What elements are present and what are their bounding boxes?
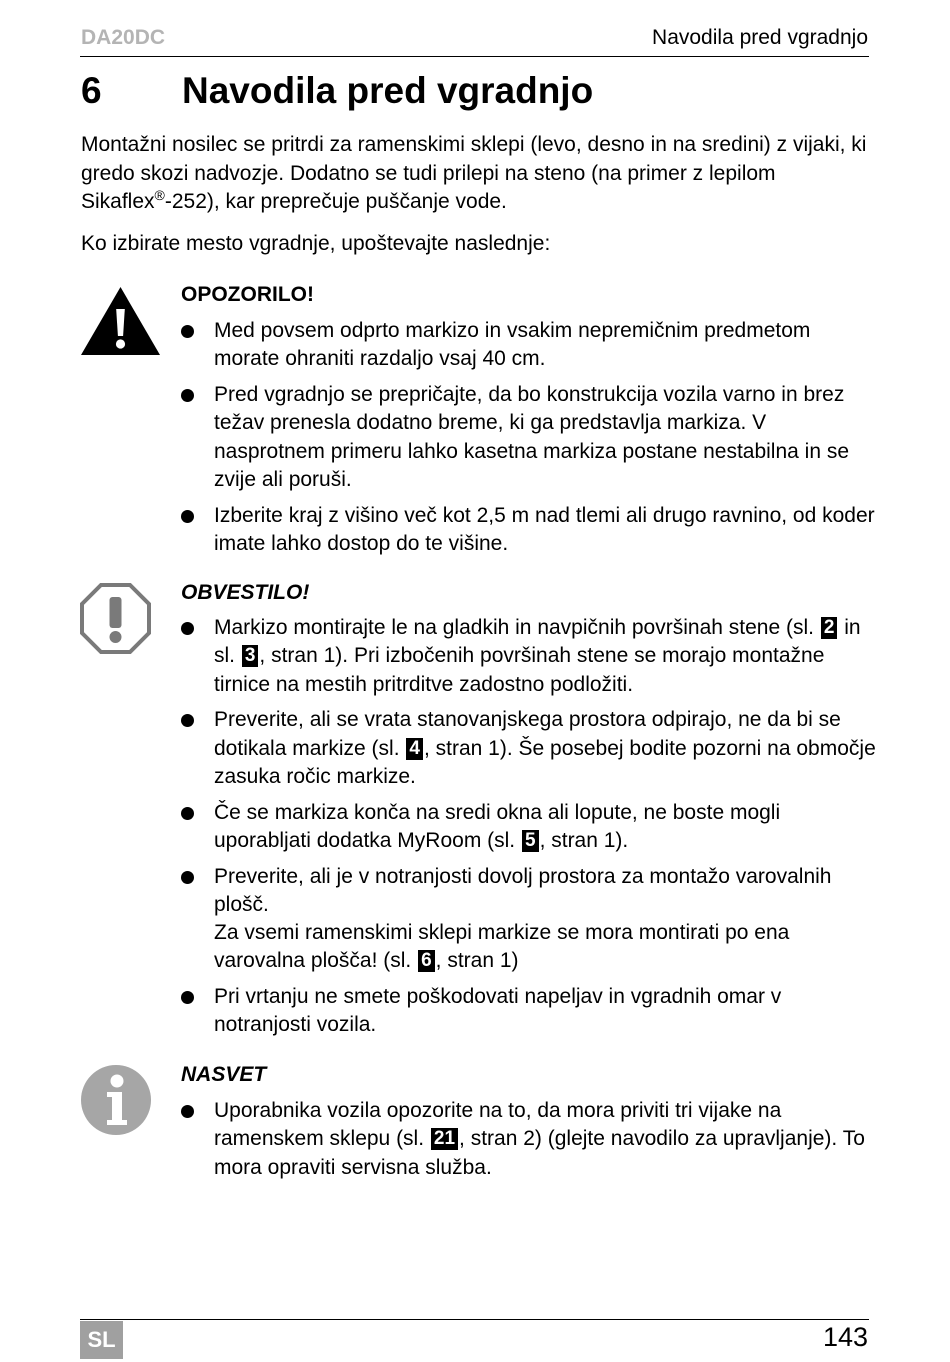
intro-paragraph	[81, 131, 876, 217]
list-item-text: , stran 1). Pri izbočenih površinah stene se morajo montažne tirnice na mestih pritrditve zadostno podložiti.	[214, 644, 825, 696]
registered-mark: ®	[154, 187, 165, 204]
list-item	[181, 502, 881, 559]
intro-text-1: Montažni nosilec se pritrdi za ramenskimi sklepi (levo, desno in na sredini) z vijaki, ki gredo skozi nadvozje. Dodatno se tudi prilepi na steno (na primer z lepilom Sikaflex	[81, 133, 867, 214]
list-item	[181, 614, 881, 699]
list-item-text: Med povsem odprto markizo in vsakim nepremičnim predmetom morate ohraniti razdaljo vsaj 40 cm.	[214, 319, 811, 371]
list-item-text: Preverite, ali je v notranjosti dovolj prostora za montažo varovalnih plošč.	[214, 864, 832, 916]
list-item-text: Preverite, ali se vrata stanovanjskega prostora odpirajo, ne da bi se dotikala markize (sl.	[214, 708, 841, 760]
list-item-text: Markizo montirajte le na gladkih in navpičnih površinah stene (sl.	[214, 616, 820, 639]
bullet-icon	[181, 714, 194, 727]
list-item-text: , stran 1).	[539, 828, 629, 852]
list-item	[181, 317, 881, 374]
list-item-text: Pri vrtanju ne smete poškodovati napeljav in vgradnih omar v notranjosti vozila.	[214, 985, 782, 1037]
language-badge: SL	[80, 1321, 123, 1359]
page-number: 143	[822, 1322, 868, 1352]
bullet-icon	[181, 871, 194, 884]
figure-ref: 3	[242, 645, 259, 667]
bullet-icon	[181, 510, 194, 523]
bullet-icon	[181, 622, 194, 635]
notice-heading: OBVESTILO!	[181, 581, 310, 604]
list-item	[181, 983, 881, 1040]
figure-ref: 5	[522, 830, 539, 852]
footer-rule	[80, 1319, 869, 1320]
list-item	[181, 1097, 881, 1182]
bullet-icon	[181, 807, 194, 820]
list-item-text: , stran 2) (glejte navodilo za upravljanje). To mora opraviti servisna služba.	[214, 1127, 865, 1179]
bullet-icon	[181, 325, 194, 338]
list-item-text: Uporabnika vozila opozorite na to, da mora priviti tri vijake na ramenskem sklepu (sl.	[214, 1099, 782, 1151]
list-item-text: Pred vgradnjo se prepričajte, da bo konstrukcija vozila varno in brez težav prenesla dodatno breme, ki ga predstavlja markiza. V nasprotnem primeru lahko kasetna markiza postane nestabilna in se zvije ali poruši.	[214, 382, 850, 491]
list-item-text: , stran 1). Še posebej bodite pozorni na območje zasuka ročic markize.	[214, 736, 876, 788]
figure-ref: 4	[406, 738, 423, 760]
warning-triangle-icon	[79, 285, 162, 357]
list-item	[181, 863, 881, 976]
list-item-text: Za vsemi ramenskimi sklepi markize se mora montirati po ena varovalna plošča! (sl.	[214, 921, 790, 973]
bullet-icon	[181, 1105, 194, 1118]
list-item-text: , stran 1)	[435, 949, 519, 973]
info-icon	[80, 1064, 152, 1136]
notice-octagon-icon	[79, 582, 152, 655]
bullet-icon	[181, 991, 194, 1004]
warning-list	[181, 317, 881, 566]
header-rule	[80, 56, 869, 57]
notice-list	[181, 614, 881, 1047]
running-header-title: Navodila pred vgradnjo	[652, 26, 868, 49]
lead-paragraph: Ko izbirate mesto vgradnje, upoštevajte naslednje:	[81, 232, 551, 255]
tip-list	[181, 1097, 881, 1189]
figure-ref: 2	[821, 617, 838, 639]
section-heading: Navodila pred vgradnjo	[182, 70, 594, 111]
figure-ref: 6	[418, 950, 435, 972]
list-item	[181, 381, 881, 494]
list-item	[181, 799, 881, 856]
tip-heading: NASVET	[181, 1063, 267, 1086]
list-item-text: Če se markiza konča na sredi okna ali lopute, ne boste mogli uporabljati dodatka MyRoom (sl.	[214, 800, 781, 852]
section-number: 6	[81, 70, 102, 111]
intro-text-2: -252), kar preprečuje puščanje vode.	[164, 190, 507, 214]
bullet-icon	[181, 389, 194, 402]
list-item	[181, 706, 881, 791]
warning-heading: OPOZORILO!	[181, 283, 314, 306]
figure-ref: 21	[431, 1128, 458, 1150]
list-item-text: Izberite kraj z višino več kot 2,5 m nad tlemi ali drugo ravnino, od koder imate lahko dostop do te višine.	[214, 503, 875, 555]
list-item-text: in sl.	[214, 616, 861, 668]
document-model: DA20DC	[81, 26, 166, 49]
